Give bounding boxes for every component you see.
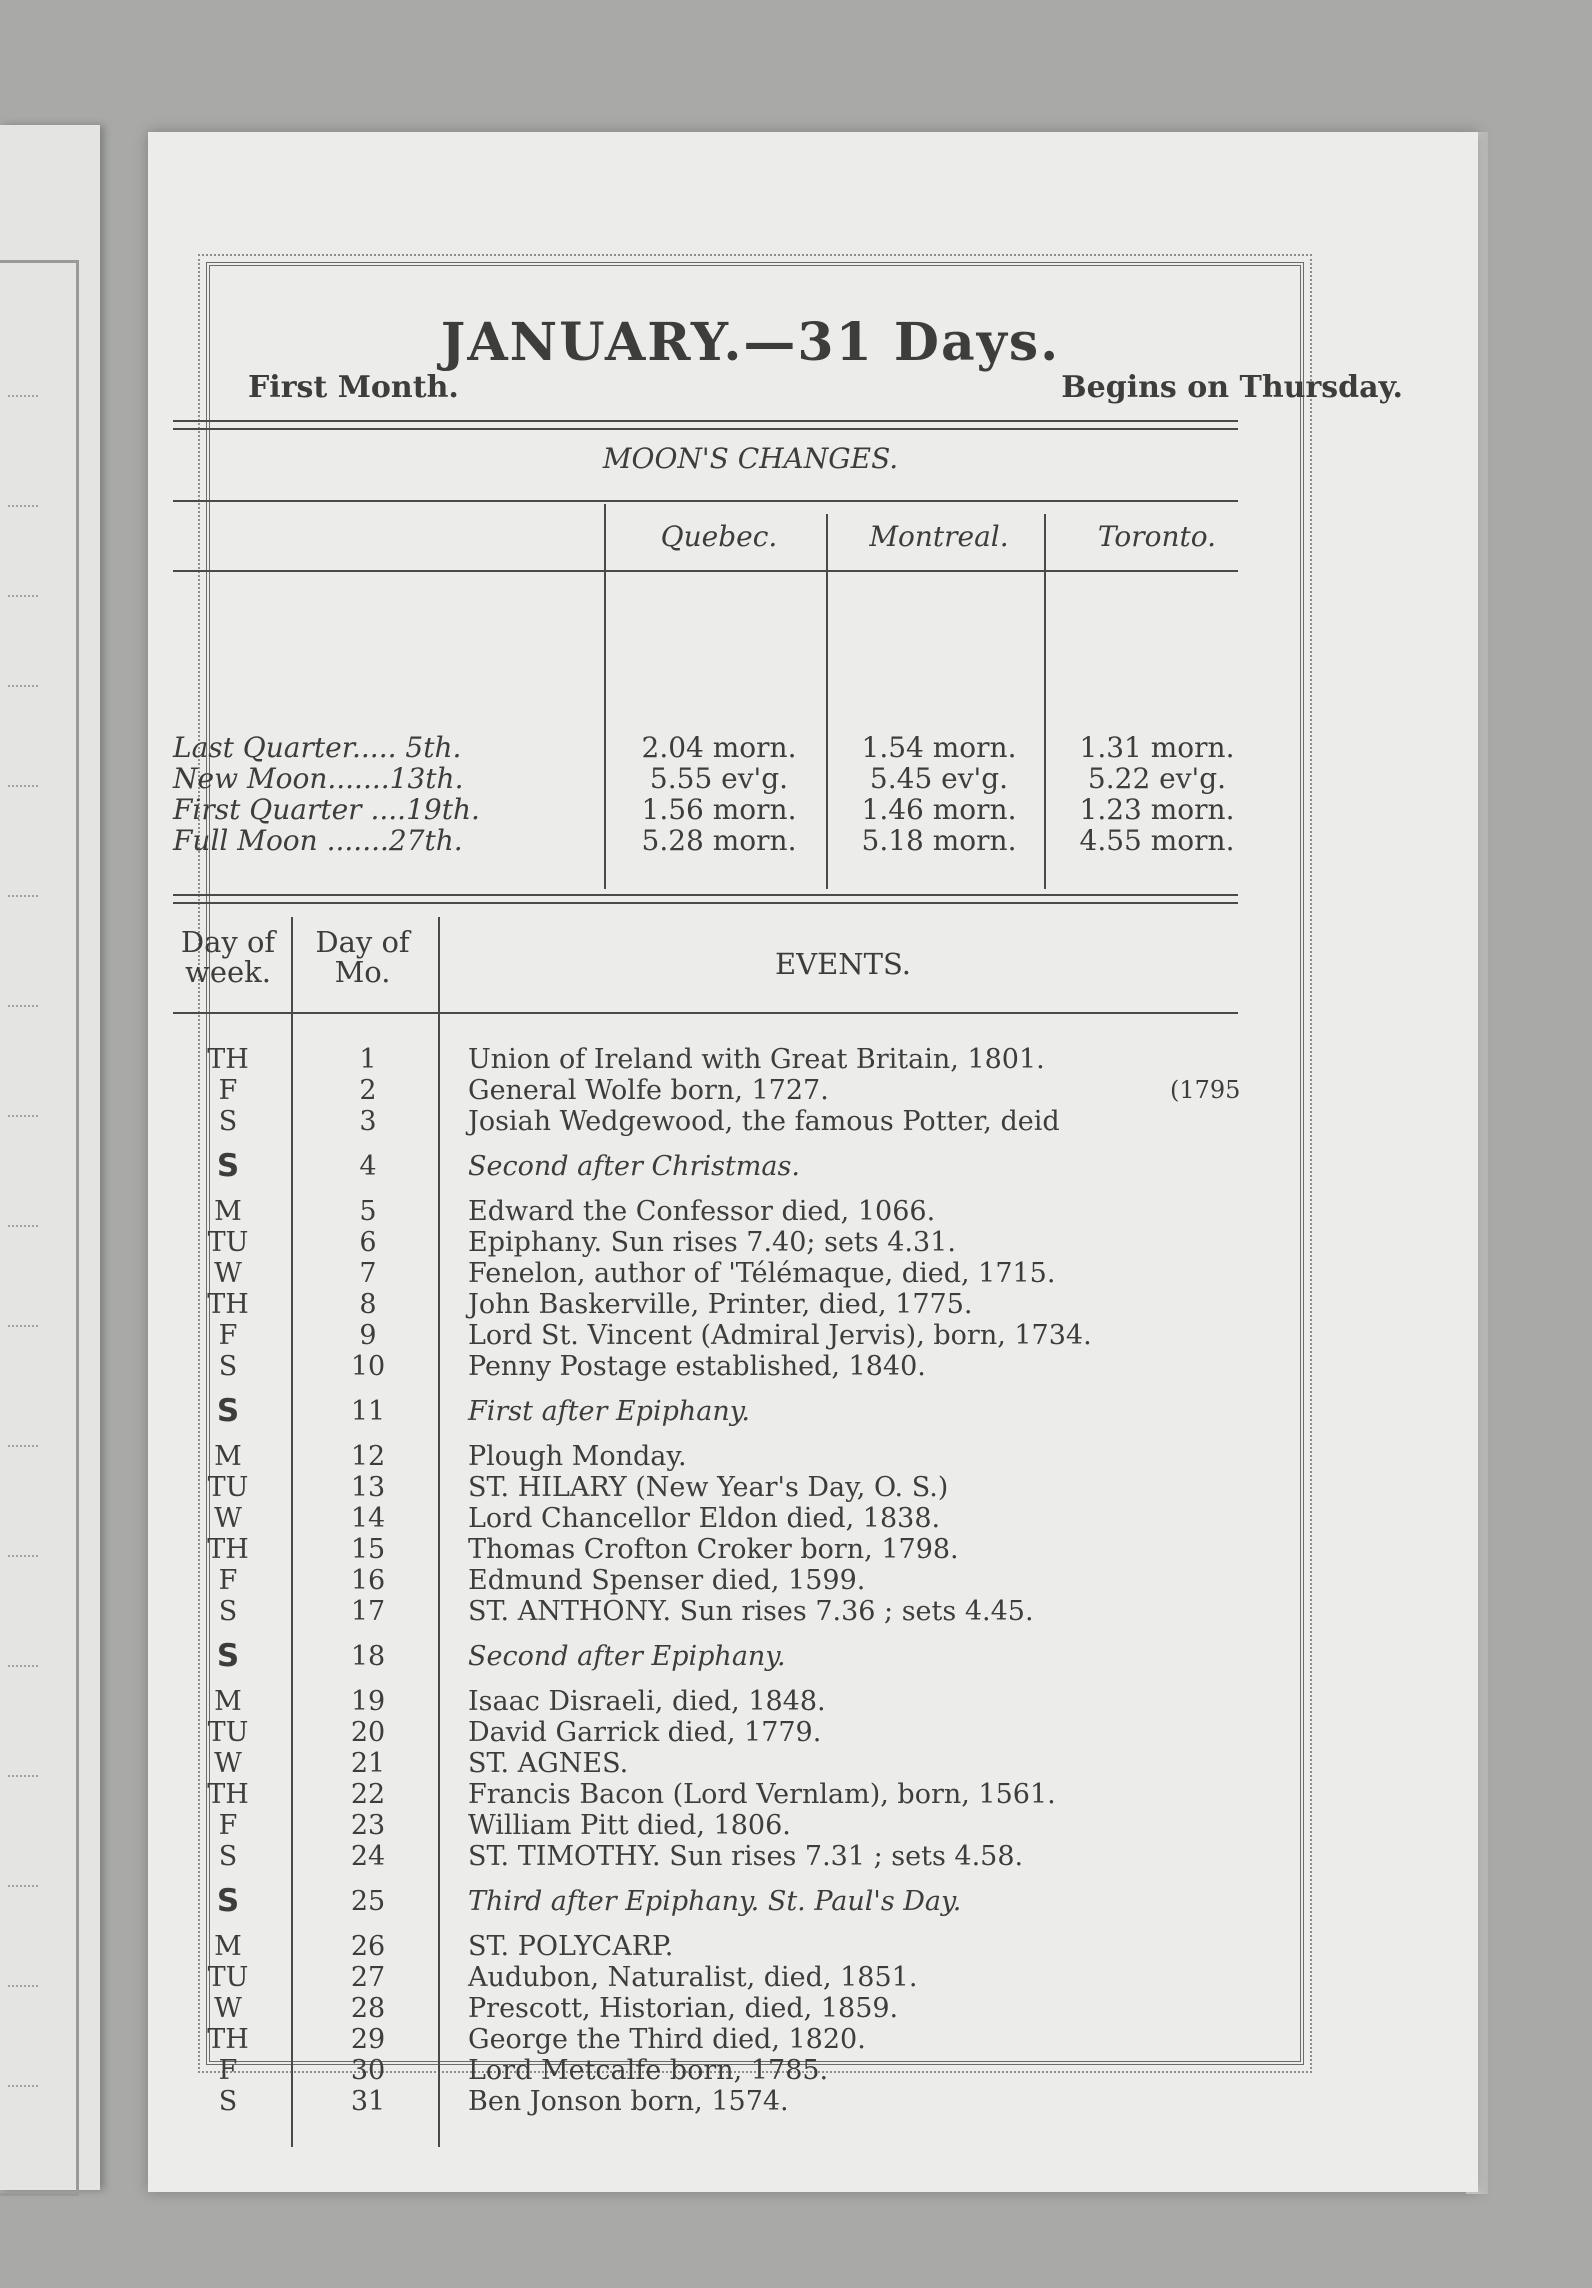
- day-of-month: 21: [350, 1748, 386, 1779]
- facing-page-tick: [8, 1005, 38, 1007]
- event-text: General Wolfe born, 1727.: [468, 1075, 829, 1106]
- event-text: Third after Epiphany. St. Paul's Day.: [468, 1886, 962, 1917]
- moon-time-toronto: 1.23 morn.: [1079, 793, 1235, 826]
- facing-page-tick: [8, 1325, 38, 1327]
- day-of-month: 11: [350, 1396, 386, 1427]
- event-row: [148, 1686, 1478, 1717]
- facing-page-tick: [8, 1115, 38, 1117]
- event-text: Lord St. Vincent (Admiral Jervis), born, 1734.: [468, 1320, 1092, 1351]
- moon-phase-label: Full Moon .......27th.: [173, 824, 463, 857]
- day-of-week: S: [218, 1841, 238, 1872]
- day-of-week: M: [214, 1931, 242, 1962]
- day-of-month: 3: [359, 1106, 377, 1137]
- event-text: Fenelon, author of 'Télémaque, died, 1715.: [468, 1258, 1056, 1289]
- city-quebec: Quebec.: [660, 520, 778, 553]
- day-of-week: M: [214, 1441, 242, 1472]
- event-row: [148, 1748, 1478, 1779]
- almanac-page: [148, 132, 1478, 2192]
- col-header-events: EVENTS.: [774, 947, 912, 981]
- page-title: JANUARY.—31 Days.: [440, 312, 1061, 373]
- facing-page-tick: [8, 1985, 38, 1987]
- day-of-month: 13: [350, 1472, 386, 1503]
- facing-page-tick: [8, 1665, 38, 1667]
- month-label: First Month.: [248, 370, 459, 405]
- event-row: [148, 1289, 1478, 1320]
- event-text: Audubon, Naturalist, died, 1851.: [468, 1962, 918, 1993]
- event-text: Epiphany. Sun rises 7.40; sets 4.31.: [468, 1227, 956, 1258]
- event-text: ST. POLYCARP.: [468, 1931, 674, 1962]
- day-of-month: 18: [350, 1641, 386, 1672]
- col-header-day-of-month: [300, 927, 425, 987]
- day-of-month: 23: [350, 1810, 386, 1841]
- facing-page-tick: [8, 1445, 38, 1447]
- event-row: [148, 1596, 1478, 1627]
- event-text: Union of Ireland with Great Britain, 1801.: [468, 1044, 1045, 1075]
- day-of-month: 6: [359, 1227, 377, 1258]
- day-of-month: 26: [350, 1931, 386, 1962]
- event-text: John Baskerville, Printer, died, 1775.: [468, 1289, 973, 1320]
- event-text: Edmund Spenser died, 1599.: [468, 1565, 866, 1596]
- day-of-week: S: [218, 2086, 238, 2117]
- day-of-week: F: [218, 1320, 238, 1351]
- day-of-week: S: [218, 1596, 238, 1627]
- event-text: ST. TIMOTHY. Sun rises 7.31 ; sets 4.58.: [468, 1841, 1024, 1872]
- facing-page-tick: [8, 1225, 38, 1227]
- facing-page-fragment: [0, 125, 100, 2190]
- day-of-month: 9: [359, 1320, 377, 1351]
- facing-page-tick: [8, 595, 38, 597]
- event-row: [148, 1044, 1478, 1075]
- day-of-week: S: [216, 1148, 240, 1184]
- facing-page-tick: [8, 785, 38, 787]
- moon-time-quebec: 2.04 morn.: [641, 731, 797, 764]
- event-row: [148, 1320, 1478, 1351]
- event-row: [148, 1931, 1478, 1962]
- col-header-day-of-week-line2: week.: [185, 955, 271, 989]
- day-of-month: 28: [350, 1993, 386, 2024]
- moon-time-montreal: 1.54 morn.: [861, 731, 1017, 764]
- moon-time-quebec: 5.55 ev'g.: [649, 762, 789, 795]
- day-of-week: M: [214, 1196, 242, 1227]
- day-of-week: F: [218, 1810, 238, 1841]
- event-row: [148, 1351, 1478, 1382]
- day-of-month: 30: [350, 2055, 386, 2086]
- day-of-week: W: [214, 1993, 242, 2024]
- moons-col-rule-1: [604, 504, 606, 889]
- event-text: Edward the Confessor died, 1066.: [468, 1196, 936, 1227]
- event-text: William Pitt died, 1806.: [468, 1810, 791, 1841]
- event-row: [148, 1503, 1478, 1534]
- sunday-row: [148, 1883, 1478, 1919]
- sunday-row: [148, 1638, 1478, 1674]
- moon-phase-label: First Quarter ....19th.: [173, 793, 480, 826]
- day-of-month: 4: [359, 1151, 377, 1182]
- event-text: Francis Bacon (Lord Vernlam), born, 1561.: [468, 1779, 1056, 1810]
- city-montreal: Montreal.: [869, 520, 1009, 553]
- marginal-note: (1795: [1170, 1076, 1241, 1104]
- event-row: [148, 1565, 1478, 1596]
- moon-time-montreal: 1.46 morn.: [861, 793, 1017, 826]
- day-of-month: 1: [359, 1044, 377, 1075]
- day-of-week: S: [218, 1351, 238, 1382]
- day-of-month: 27: [350, 1962, 386, 1993]
- event-text: Isaac Disraeli, died, 1848.: [468, 1686, 826, 1717]
- day-of-month: 7: [359, 1258, 377, 1289]
- moons-subheader-rule: [173, 570, 1238, 572]
- event-row: [148, 1534, 1478, 1565]
- day-of-week: TH: [207, 2024, 249, 2055]
- moons-heading: MOON'S CHANGES.: [602, 442, 899, 475]
- facing-page-border: [0, 260, 79, 2196]
- day-of-week: TU: [207, 1717, 249, 1748]
- event-text: Second after Christmas.: [468, 1151, 800, 1182]
- col-header-day-of-week: [168, 927, 288, 987]
- day-of-week: F: [218, 1075, 238, 1106]
- moons-heading-rule: [173, 500, 1238, 502]
- day-of-week: TU: [207, 1227, 249, 1258]
- col-header-day-of-week-line1: Day of: [180, 925, 276, 959]
- event-text: George the Third died, 1820.: [468, 2024, 866, 2055]
- day-of-week: W: [214, 1748, 242, 1779]
- event-text: Plough Monday.: [468, 1441, 687, 1472]
- day-of-month: 2: [359, 1075, 377, 1106]
- event-row: [148, 2055, 1478, 2086]
- day-of-month: 8: [359, 1289, 377, 1320]
- event-row: [148, 2024, 1478, 2055]
- sunday-row: [148, 1393, 1478, 1429]
- event-row: [148, 1810, 1478, 1841]
- day-of-month: 15: [350, 1534, 386, 1565]
- event-row: [148, 1841, 1478, 1872]
- event-row: [148, 1717, 1478, 1748]
- event-text: Lord Metcalfe born, 1785.: [468, 2055, 829, 2086]
- event-text: Thomas Crofton Croker born, 1798.: [468, 1534, 959, 1565]
- event-row: [148, 1075, 1478, 1106]
- facing-page-tick: [8, 505, 38, 507]
- day-of-week: S: [216, 1883, 240, 1919]
- day-of-week: S: [216, 1638, 240, 1674]
- event-text: David Garrick died, 1779.: [468, 1717, 822, 1748]
- day-of-month: 14: [350, 1503, 386, 1534]
- day-of-week: F: [218, 1565, 238, 1596]
- event-text: Prescott, Historian, died, 1859.: [468, 1993, 899, 2024]
- day-of-month: 5: [359, 1196, 377, 1227]
- moons-bottom-rule: [173, 894, 1238, 896]
- events-header-rule: [173, 1012, 1238, 1014]
- col-header-day-of-month-line2: Mo.: [334, 955, 391, 989]
- event-text: ST. AGNES.: [468, 1748, 629, 1779]
- event-row: [148, 1196, 1478, 1227]
- event-text: ST. ANTHONY. Sun rises 7.36 ; sets 4.45.: [468, 1596, 1034, 1627]
- day-of-week: TU: [207, 1962, 249, 1993]
- event-row: [148, 1779, 1478, 1810]
- day-of-month: 24: [350, 1841, 386, 1872]
- day-of-week: W: [214, 1258, 242, 1289]
- moons-col-rule-2: [826, 514, 828, 889]
- facing-page-tick: [8, 1555, 38, 1557]
- moons-col-rule-3: [1044, 514, 1046, 889]
- event-row: [148, 1472, 1478, 1503]
- day-of-month: 22: [350, 1779, 386, 1810]
- day-of-month: 20: [350, 1717, 386, 1748]
- city-toronto: Toronto.: [1097, 520, 1217, 553]
- day-of-week: TH: [207, 1289, 249, 1320]
- day-of-week: S: [216, 1393, 240, 1429]
- col-header-day-of-month-line1: Day of: [315, 925, 410, 959]
- day-of-month: 10: [350, 1351, 386, 1382]
- header-rule-2: [173, 428, 1238, 430]
- moon-time-montreal: 5.18 morn.: [861, 824, 1017, 857]
- event-row: [148, 1962, 1478, 1993]
- day-of-month: 16: [350, 1565, 386, 1596]
- day-of-month: 17: [350, 1596, 386, 1627]
- event-text: Lord Chancellor Eldon died, 1838.: [468, 1503, 941, 1534]
- moon-phase-label: New Moon.......13th.: [173, 762, 464, 795]
- event-row: [148, 2086, 1478, 2117]
- facing-page-tick: [8, 685, 38, 687]
- moon-time-quebec: 1.56 morn.: [641, 793, 797, 826]
- event-text: Penny Postage established, 1840.: [468, 1351, 926, 1382]
- moon-time-montreal: 5.45 ev'g.: [869, 762, 1009, 795]
- moon-time-toronto: 5.22 ev'g.: [1087, 762, 1227, 795]
- moons-bottom-rule-2: [173, 902, 1238, 904]
- event-text: Josiah Wedgewood, the famous Potter, deid: [468, 1106, 1060, 1137]
- day-of-week: M: [214, 1686, 242, 1717]
- begins-label: Begins on Thursday.: [1061, 370, 1403, 405]
- day-of-week: W: [214, 1503, 242, 1534]
- sunday-row: [148, 1148, 1478, 1184]
- facing-page-tick: [8, 2085, 38, 2087]
- day-of-week: TH: [207, 1044, 249, 1075]
- day-of-month: 19: [350, 1686, 386, 1717]
- moon-time-toronto: 1.31 morn.: [1079, 731, 1235, 764]
- facing-page-tick: [8, 1775, 38, 1777]
- header-rule: [173, 420, 1238, 422]
- moon-phase-label: Last Quarter..... 5th.: [173, 731, 462, 764]
- event-text: First after Epiphany.: [468, 1396, 751, 1427]
- event-row: [148, 1258, 1478, 1289]
- day-of-week: TH: [207, 1534, 249, 1565]
- event-row: [148, 1993, 1478, 2024]
- day-of-month: 12: [350, 1441, 386, 1472]
- day-of-week: TH: [207, 1779, 249, 1810]
- day-of-week: TU: [207, 1472, 249, 1503]
- facing-page-tick: [8, 395, 38, 397]
- event-row: [148, 1227, 1478, 1258]
- day-of-month: 25: [350, 1886, 386, 1917]
- day-of-week: S: [218, 1106, 238, 1137]
- facing-page-tick: [8, 895, 38, 897]
- event-row: [148, 1106, 1478, 1137]
- event-text: ST. HILARY (New Year's Day, O. S.): [468, 1472, 949, 1503]
- event-text: Ben Jonson born, 1574.: [468, 2086, 789, 2117]
- day-of-week: F: [218, 2055, 238, 2086]
- day-of-month: 31: [350, 2086, 386, 2117]
- moon-time-quebec: 5.28 morn.: [641, 824, 797, 857]
- moon-time-toronto: 4.55 morn.: [1079, 824, 1235, 857]
- event-row: [148, 1441, 1478, 1472]
- event-text: Second after Epiphany.: [468, 1641, 786, 1672]
- facing-page-tick: [8, 1885, 38, 1887]
- day-of-month: 29: [350, 2024, 386, 2055]
